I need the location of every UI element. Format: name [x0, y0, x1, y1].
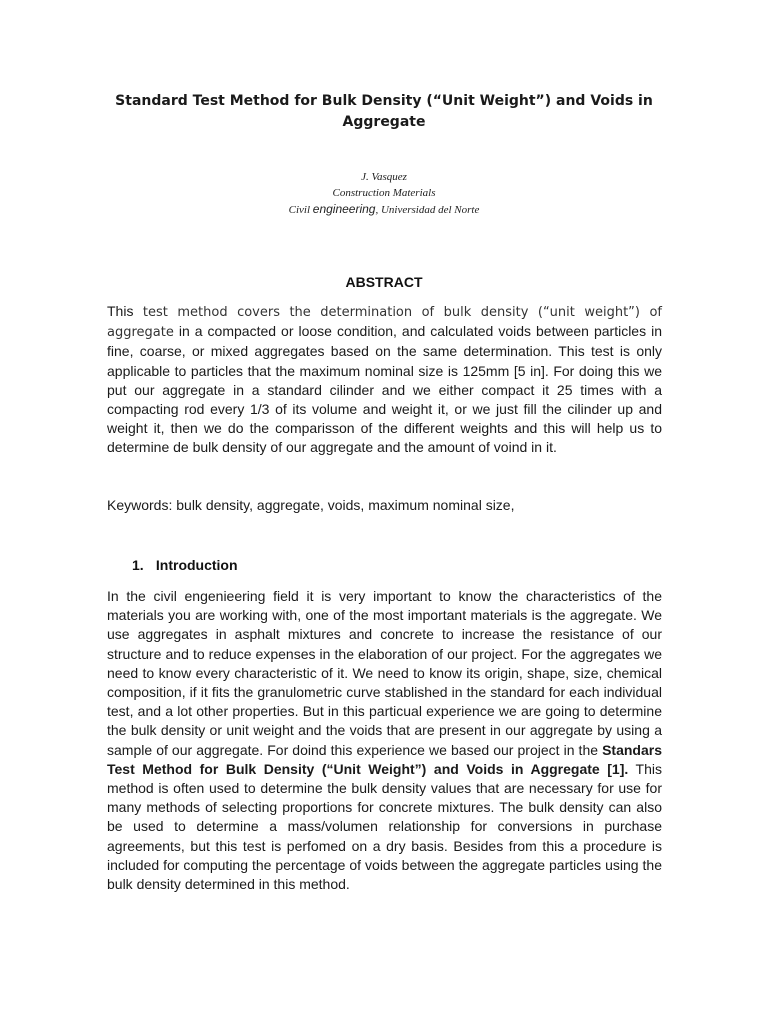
abstract-lead-word: This — [107, 303, 134, 319]
affiliation-suffix: , Universidad del Norte — [375, 204, 480, 216]
introduction-paragraph — [107, 587, 662, 894]
author-department: Construction Materials — [332, 187, 436, 199]
section-heading-introduction — [132, 556, 238, 574]
section-title: Introduction — [155, 557, 238, 573]
section-number: 1. — [132, 557, 144, 573]
affiliation-field: engineering — [312, 202, 376, 216]
intro-text-before: In the civil engenieering field it is very important to know the characteristics of the materials you are working with, one of the most important materials is the aggregate. We use aggregates in asphalt mixtures and concrete to increase the resistance of our structure and to reduce expenses in the elaboration of our project. For the aggregates we need to know every characteristic of it. We need to know its origin, shape, size, chemical composition, if it fits the granulometric curve stablished in the standard for each individual test, and a lot other properties. But in this particual experience we are going to determine the bulk density or unit weight and the voids that are present in our aggregate by using a sample of our aggregate. For doind this experience we based our project in the — [107, 588, 662, 758]
abstract-lead-phrase: test method covers the determination of bulk density (“unit weight”) of aggregate — [107, 305, 662, 341]
intro-text-after: This method is often used to determine the bulk density values that are necessary for use for many methods of selecting proportions for concrete mixtures. The bulk density can also be used to determine a mass/volumen relationship for conversions in purchase agreements, but this test is perfomed on a dry basis. Besides from this a procedure is included for computing the percentage of voids between the aggregate particles using the bulk density determined in this method. — [107, 760, 662, 893]
abstract-text: in a compacted or loose condition, and calculated voids between particles in fine, coarse, or mixed aggregates based on the same determination. This test is only applicable to particles that the maximum nominal size is 125mm [5 in]. For doing this we put our aggregate in a standard cilinder and we either compact it 25 times with a compacting rod every 1/3 of its volume and weight it, or we just fill the cilinder up and weight it, then we do the comparisson of the different weights and this will help us to determine de bulk density of our aggregate and the amount of voind in it. — [107, 323, 662, 456]
intro-text-bold: Standars Test Method for Bulk Density (“Unit Weight”) and Voids in Aggregate [1]. — [107, 741, 662, 777]
keywords: Keywords: bulk density, aggregate, voids, maximum nominal size, — [107, 497, 515, 513]
author-affiliation — [110, 201, 658, 218]
paper-title: Standard Test Method for Bulk Density (“Unit Weight”) and Voids in Aggregate — [115, 93, 653, 130]
author-block — [110, 169, 658, 218]
abstract-heading: ABSTRACT — [345, 274, 423, 290]
affiliation-prefix: Civil — [288, 204, 311, 216]
author-name: J. Vasquez — [361, 171, 407, 183]
abstract-paragraph — [107, 302, 662, 458]
